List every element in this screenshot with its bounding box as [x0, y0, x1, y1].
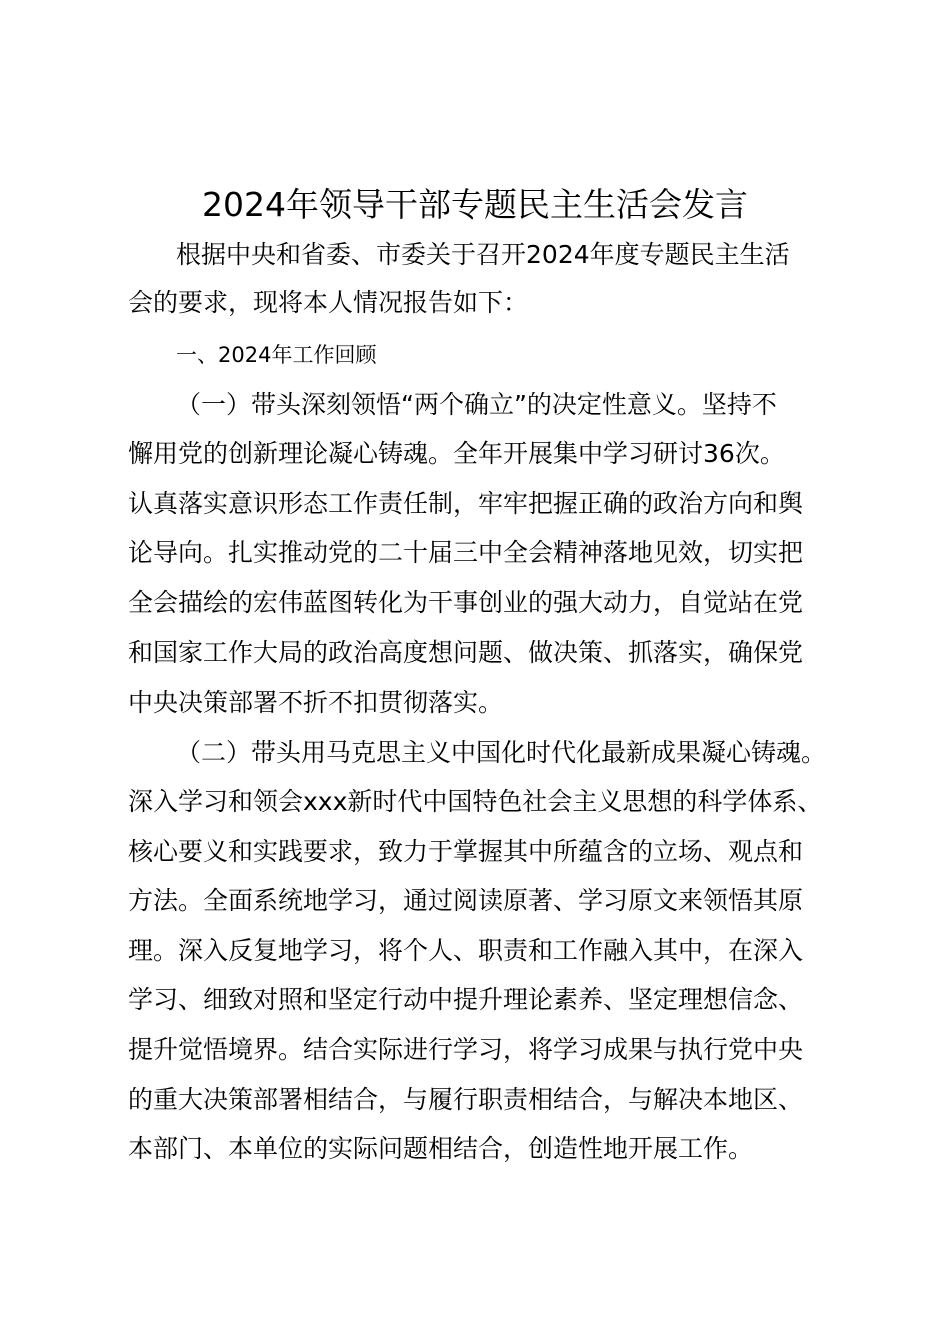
- paragraph2-line-2: 深入学习和领会xxx新时代中国特色社会主义思想的科学体系、: [128, 787, 823, 816]
- paragraph1-line-3: 认真落实意识形态工作责任制，牢牢把握正确的政治方向和舆: [128, 489, 804, 518]
- intro-line-2: 会的要求，现将本人情况报告如下：: [128, 288, 529, 317]
- paragraph1-line-1: （一）带头深刻领悟“两个确立”的决定性意义。坚持不: [176, 390, 777, 419]
- paragraph2-line-1: （二）带头用马克思主义中国化时代化最新成果凝心铸魂。: [176, 738, 827, 767]
- paragraph2-line-5: 理。深入反复地学习，将个人、职责和工作融入其中，在深入: [128, 936, 804, 965]
- section-heading: 一、2024年工作回顾: [176, 343, 377, 367]
- paragraph2-line-8: 的重大决策部署相结合，与履行职责相结合，与解决本地区、: [128, 1085, 804, 1114]
- paragraph1-line-5: 全会描绘的宏伟蓝图转化为干事创业的强大动力，自觉站在党: [128, 588, 804, 617]
- paragraph2-line-3: 核心要义和实践要求，致力于掌握其中所蕴含的立场、观点和: [128, 837, 804, 866]
- paragraph1-line-6: 和国家工作大局的政治高度想问题、做决策、抓落实，确保党: [128, 638, 804, 667]
- paragraph2-line-7: 提升觉悟境界。结合实际进行学习，将学习成果与执行党中央: [128, 1035, 804, 1064]
- paragraph2-line-6: 学习、细致对照和坚定行动中提升理论素养、坚定理想信念、: [128, 985, 804, 1014]
- paragraph1-line-7: 中央决策部署不折不扣贯彻落实。: [128, 688, 504, 717]
- paragraph1-line-2: 懈用党的创新理论凝心铸魂。全年开展集中学习研讨36次。: [128, 439, 785, 468]
- document-title: 2024年领导干部专题民主生活会发言: [202, 185, 748, 224]
- paragraph1-line-4: 论导向。扎实推动党的二十届三中全会精神落地见效，切实把: [128, 538, 804, 567]
- paragraph2-line-9: 本部门、本单位的实际问题相结合，创造性地开展工作。: [128, 1134, 754, 1163]
- intro-line-1: 根据中央和省委、市委关于召开2024年度专题民主生活: [176, 240, 790, 269]
- paragraph2-line-4: 方法。全面系统地学习，通过阅读原著、学习原文来领悟其原: [128, 886, 804, 915]
